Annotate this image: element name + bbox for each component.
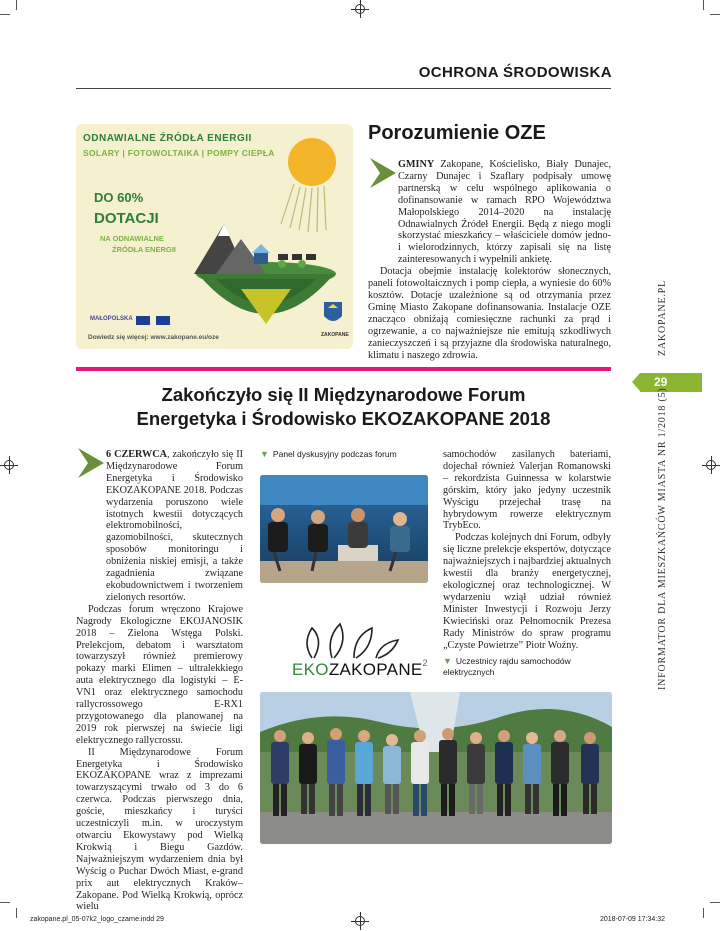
paragraph: II Międzynarodowe Forum Energetyka i Środowisko EKOZAKOPANE wraz z imprezami towarzyszącymi trwało od 3 do 6 czerwca. Podczas pierwszego dnia, goście, mieszkańcy i turyści uczestniczyli m.in. w uroczystym otwarciu Ekowystawy pod Wielką Krokwią i Biegu Gazdów. Najważniejszym wydarzeniem dnia był Wyścig o Puchar Dwóch Miast, e-grand prix aut elektrycznych Kraków–Zakopane. Pod Wielką Krokwią, oprócz wielu — [76, 746, 243, 913]
registration-mark-bottom — [351, 912, 369, 930]
ad-headline: ODNAWIALNE ŹRÓDŁA ENERGII — [83, 133, 252, 144]
oze-advertisement — [76, 124, 353, 349]
logo-leaves-icon — [292, 618, 422, 663]
ekozakopane-logo — [292, 618, 428, 680]
logo-text: EKOZAKOPANE$^2$ — [292, 658, 428, 679]
chevron-down-icon: ▼ — [260, 449, 269, 459]
title-line: Energetyka i Środowisko EKOZAKOPANE 2018 — [136, 408, 551, 429]
zakopane-logo: ZAKOPANE — [321, 332, 349, 338]
ad-url: Dowiedz się więcej: www.zakopane.eu/oze — [88, 334, 219, 341]
crop-mark — [710, 902, 720, 903]
photo-caption: ▼ Uczestnicy rajdu samochodów elektrycznych — [443, 656, 571, 677]
section-title: OCHRONA ŚRODOWISKA — [418, 64, 612, 81]
ad-small-text: ŹRÓDŁA ENERGII — [112, 245, 176, 254]
crop-mark — [16, 908, 17, 918]
paragraph: , zakończyło się II Międzynarodowe Forum Energetyka i Środowisko EKOZAKOPANE 2018. Podczas wydarzenia poruszono wiele istotnych kwestii dotyczących elektromobilności, gazomobilności, skutecznych sposobów monitoringu i obniżenia niskiej emisji, a także zagadnienia związane ekobudownictwem i tworzeniem zielonych resortów. — [106, 449, 243, 603]
crop-mark — [16, 0, 17, 10]
article-body-col3 — [443, 449, 611, 651]
lead-word: GMINY — [398, 159, 435, 170]
article-body-col1 — [76, 449, 243, 913]
registration-mark-left — [0, 456, 18, 474]
ad-percent: DO 60% — [94, 190, 144, 205]
article-title — [76, 383, 611, 431]
crop-mark — [0, 902, 10, 903]
sidebar-publication: INFORMATOR DLA MIESZKAŃCÓW MIASTA NR 1/2018 (5) — [657, 387, 668, 690]
paragraph: Podczas forum wręczono Krajowe Nagrody Ekologiczne EKOJANOSIK 2018 – Zielona Wstęga Polski. Prelekcjom, debatom i warsztatom towarzyszył również premierowy pokazy marki Elimen – ultralekkiego auta elektrycznego dla logistyki – E-VN1 oraz elektrycznego samochodu rallycrossowego E-RX1 przygotowanego dla planowanej na 2019 rok pierwszej na świecie ligi elektrycznego rallycrossu. — [76, 603, 243, 746]
crop-mark — [703, 0, 704, 10]
page-number: 29 — [640, 373, 702, 392]
malopolska-logo: MAŁOPOLSKA — [90, 316, 133, 322]
footer-date: 2018-07-09 17:34:32 — [600, 916, 665, 923]
paragraph: Podczas kolejnych dni Forum, odbyły się liczne prelekcje ekspertów, dotyczące najważniejszych i najbardziej aktualnych kwestii dla branży energetycznej, ekologicznej oraz technologicznej. W wydarzeniu wziął udział również Minister Inwestycji i Rozwoju Jerzy Kwieciński oraz Pełnomocnik Prezesa Rady Ministrów do spraw programu „Czyste Powietrze” Piotr Woźny. — [443, 532, 611, 651]
rally-participants-photo — [260, 692, 612, 844]
section-divider — [76, 367, 611, 371]
crop-mark — [0, 14, 10, 15]
photo-caption: ▼ Panel dyskusyjny podczas forum — [260, 449, 397, 459]
ad-subheadline: SOLARY | FOTOWOLTAIKA | POMPY CIEPŁA — [83, 148, 275, 158]
footer-file: zakopane.pl_05-07k2_logo_czarne.indd 29 — [30, 916, 164, 923]
paragraph: samochodów zasilanych bateriami, dojechał również Valerjan Romanowski – rekordzista Guinnessa w kolarstwie górskim, który jako jedyny uczestnik Wyścigu przejechał trasę na hybrydowym rowerze elektrycznym TrybEco. — [443, 449, 611, 532]
ad-dotacji: DOTACJI — [94, 210, 159, 227]
registration-mark-right — [702, 456, 720, 474]
ad-small-text: NA ODNAWIALNE — [100, 234, 164, 243]
paragraph: Dotacja obejmie instalację kolektorów słonecznych, paneli fotowoltaicznych i pomp ciepła, a wyniesie do 60% kosztów. Dotacje uzależnione są od otrzymania przez Gminę Miasto Zakopane dofinansowania. Instalacje OZE znacząco obniżają comiesięczne rachunki za prąd i ogrzewanie, a co najważniejsze nie emitują szkodliwych zanieczyszczeń i są przyjazne dla środowiska naturalnego, klimatu i naszego zdrowia. — [368, 266, 611, 361]
chevron-down-icon: ▼ — [443, 656, 452, 666]
article-body — [368, 159, 611, 361]
sidebar-brand: ZAKOPANE.PL — [657, 280, 668, 356]
paragraph: Zakopane, Kościelisko, Biały Dunajec, Czarny Dunajec i Szaflary podpisały umowę partnerską w celu wspólnego aplikowania o dofinansowanie w ramach RPO Województwa Małopolskiego 2014–2020 na instalację Odnawialnych Źródeł Energii. Będą z niego mogli skorzystać mieszkańcy – właściciele domów jedno- i wielorodzinnych, którzy zapisali się na listę zainteresowanych i wypełnili ankietę. — [398, 159, 611, 266]
title-line: Zakończyło się II Międzynarodowe Forum — [161, 384, 526, 405]
header-rule — [76, 88, 611, 89]
panel-photo — [260, 475, 428, 583]
crop-mark — [703, 908, 704, 918]
lead-word: 6 CZERWCA — [106, 449, 167, 460]
article-title: Porozumienie OZE — [368, 122, 546, 144]
crop-mark — [710, 14, 720, 15]
registration-mark-top — [351, 0, 369, 18]
